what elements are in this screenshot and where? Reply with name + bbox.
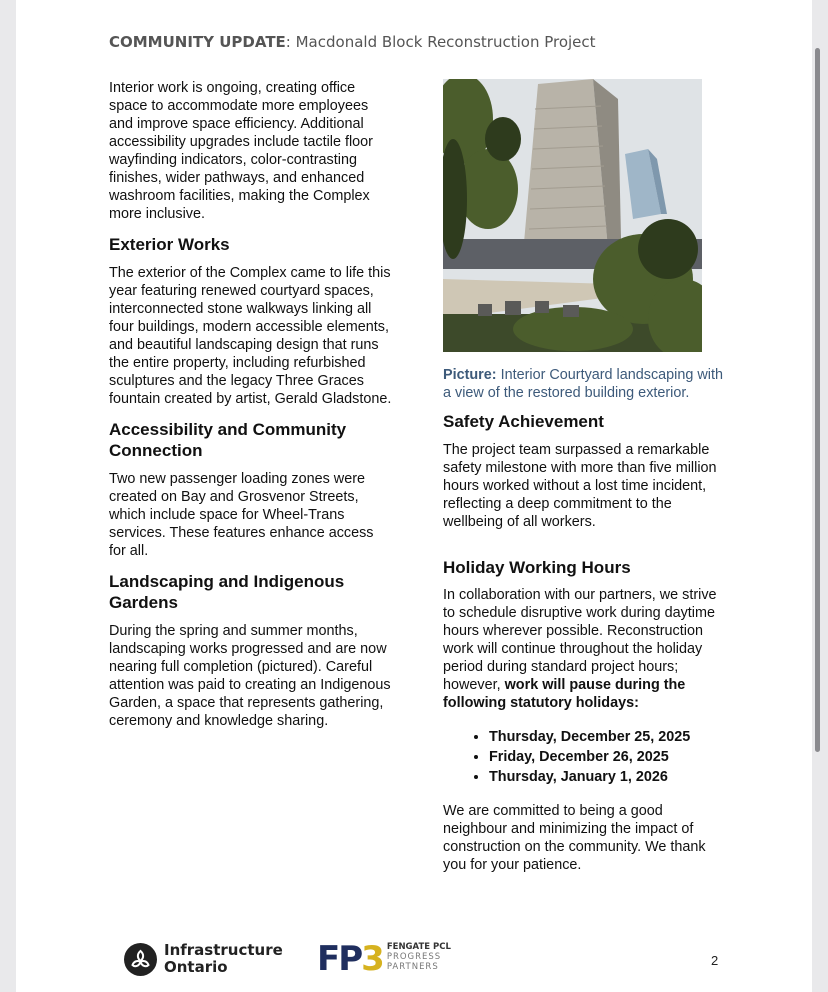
- landscaping-paragraph: During the spring and summer months, landscaping works progressed and are now nearing full completion (pictured). Careful attention was paid to creating an Indigenous Garden, a space that represents gathering, ceremony and knowledge sharing.: [109, 623, 391, 729]
- holiday-list: [443, 727, 723, 787]
- photo-caption: Picture: Interior Courtyard landscaping with a view of the restored building exterior.: [443, 367, 723, 401]
- holiday-item: • Thursday, December 25, 2025: [489, 727, 723, 747]
- exterior-works-heading: Exterior Works: [109, 235, 230, 254]
- infrastructure-ontario-logo: Infrastructure Ontario: [124, 942, 283, 976]
- page-header: COMMUNITY UPDATE: Macdonald Block Reconstruction Project: [109, 33, 596, 51]
- holiday-hours-paragraph: In collaboration with our partners, we strive to schedule disruptive work during daytime hours wherever possible. Reconstruction work will continue throughout the holiday period during standard project hours; however, work will pause during the following statutory holidays:: [443, 587, 717, 711]
- scrollbar[interactable]: [815, 48, 820, 752]
- trillium-icon: [124, 943, 157, 976]
- page-number: 2: [711, 953, 719, 968]
- closing-paragraph: We are committed to being a good neighbour and minimizing the impact of construction on the community. We thank you for your patience.: [443, 803, 706, 873]
- exterior-works-paragraph: The exterior of the Complex came to life this year featuring renewed courtyard spaces, interconnected stone walkways linking all four buildings, modern accessible elements, and beautiful landscaping design that runs the entire property, including refurbished sculptures and the legacy Three Graces fountain created by artist, Gerald Gladstone.: [109, 265, 392, 407]
- accessibility-heading: Accessibility and Community Connection: [109, 420, 347, 460]
- fp3-partners-logo: FP3 FENGATE PCL PROGRESS PARTNERS: [317, 939, 451, 979]
- accessibility-paragraph: Two new passenger loading zones were created on Bay and Grosvenor Streets, which include space for Wheel-Trans services. These features enhance access for all.: [109, 471, 374, 559]
- holiday-hours-heading: Holiday Working Hours: [443, 558, 631, 577]
- safety-heading: Safety Achievement: [443, 412, 604, 431]
- landscaping-heading: Landscaping and Indigenous Gardens: [109, 572, 345, 612]
- holiday-item: • Thursday, January 1, 2026: [489, 767, 723, 787]
- intro-paragraph: Interior work is ongoing, creating office space to accommodate more employees and improve space efficiency. Additional accessibility upgrades include tactile floor wayfinding indicators, color-contrasting finishes, wider pathways, and enhanced washroom facilities, making the Complex more inclusive.: [109, 80, 373, 222]
- left-column: [109, 79, 394, 730]
- right-column: [443, 79, 723, 874]
- courtyard-photo: [443, 79, 702, 352]
- courtyard-illustration: [443, 79, 702, 352]
- safety-paragraph: The project team surpassed a remarkable safety milestone with more than five million hours worked without a lost time incident, reflecting a deep commitment to the wellbeing of all workers.: [443, 442, 717, 530]
- holiday-item: • Friday, December 26, 2025: [489, 747, 723, 767]
